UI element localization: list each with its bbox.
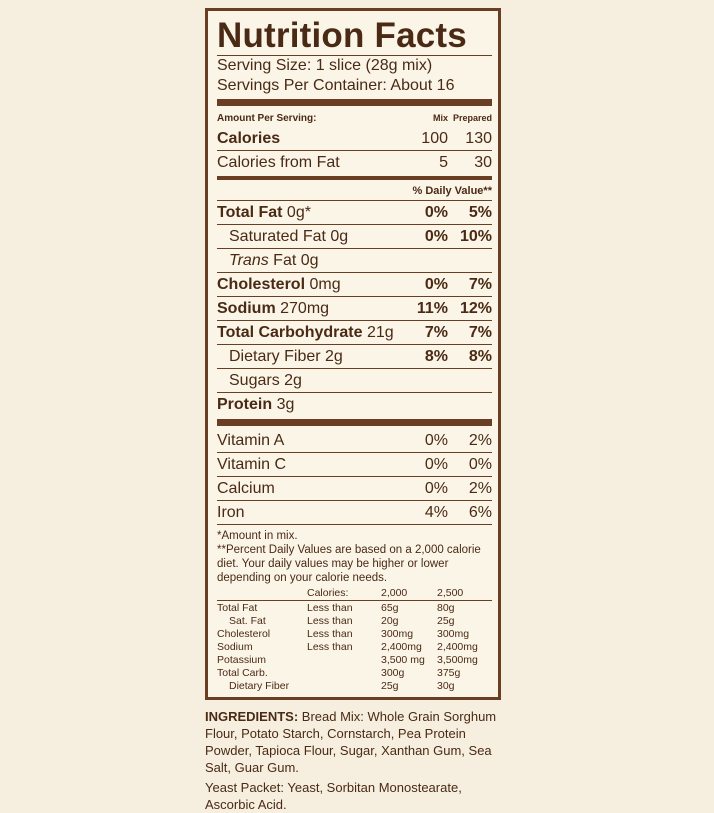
amount-header [217, 109, 492, 127]
vitamin-prepared: 2% [468, 479, 492, 497]
nutrient-mix: 11% [416, 299, 448, 317]
nutrient-row [217, 368, 492, 392]
vitamin-row [217, 500, 492, 524]
dv-cell: 300mg [381, 628, 414, 640]
amount-per-serving: Amount Per Serving: [217, 112, 317, 124]
dv-cell: Potassium [217, 654, 267, 666]
nutrient-mix: 7% [424, 323, 448, 341]
vitamin-mix: 0% [424, 455, 448, 473]
nutrient-label: Sodium [217, 299, 276, 317]
nutrient-mix: 8% [424, 347, 448, 365]
nutrient-row [217, 224, 492, 248]
dv-cell: Cholesterol [217, 628, 271, 640]
servings-per-container: Servings Per Container: About 16 [217, 77, 455, 94]
vitamin-mix: 0% [424, 479, 448, 497]
nutrient-amount: 0g* [282, 203, 311, 221]
dv-cell: Less than [307, 615, 353, 627]
vitamin-prepared: 6% [468, 503, 492, 521]
vitamin-label: Vitamin C [217, 455, 287, 473]
vitamin-label: Calcium [217, 479, 275, 497]
nutrient-row [217, 392, 492, 416]
nutrient-prepared: 5% [468, 203, 492, 221]
nutrient-label: Saturated Fat 0g [229, 227, 349, 245]
vitamin-row [217, 429, 492, 452]
dv-cell: 3,500mg [437, 654, 478, 666]
vitamin-label: Iron [217, 503, 245, 521]
dv-cell: 80g [437, 601, 492, 616]
nutrient-mix: 0% [424, 227, 448, 245]
nutrient-amount: 3g [272, 395, 295, 413]
nutrient-prepared: 10% [459, 227, 492, 245]
ingredients-block [205, 708, 510, 813]
calories-mix: 100 [421, 129, 448, 147]
ingredients-label: INGREDIENTS: [205, 709, 299, 724]
ingredients-paragraph [205, 708, 510, 776]
nutrient-label: Total Carbohydrate [217, 323, 363, 341]
nutrient-prepared: 7% [468, 323, 492, 341]
dv-cell: Less than [307, 641, 353, 653]
nutrient-row [217, 320, 492, 344]
dv-cell: 2,400mg [381, 641, 422, 653]
dv-cell: Less than [307, 601, 381, 616]
nutrient-row [217, 296, 492, 320]
dv-cell [307, 667, 381, 680]
nutrient-row [217, 200, 492, 224]
nutrient-row [217, 272, 492, 296]
dv-header-cell: Calories: [307, 587, 349, 599]
nutrition-facts-panel [205, 8, 501, 700]
calories-fat-prepared: 30 [474, 153, 492, 171]
vitamin-row [217, 476, 492, 500]
dv-cell: Total Fat [217, 601, 307, 616]
nutrient-label: Cholesterol [217, 275, 306, 293]
calories-label: Calories [217, 129, 281, 147]
nutrient-row [217, 344, 492, 368]
dv-cell: Total Carb. [217, 667, 268, 679]
serving-size: Serving Size: 1 slice (28g mix) [217, 57, 433, 74]
panel-title: Nutrition Facts [217, 16, 467, 55]
calories-fat-mix: 5 [439, 153, 448, 171]
nutrient-italic: Trans [229, 251, 269, 269]
daily-value-table [217, 587, 492, 693]
dv-cell: Less than [307, 628, 353, 640]
dv-cell: Sodium [217, 641, 253, 653]
calories-fat-label: Calories from Fat [217, 153, 340, 171]
footnote-amount: *Amount in mix. [217, 530, 298, 542]
vitamin-prepared: 2% [468, 431, 492, 449]
dv-cell: 3,500 mg [381, 654, 425, 666]
nutrient-label: Total Fat [217, 203, 283, 221]
nutrient-prepared: 12% [459, 299, 492, 317]
nutrient-label: Dietary Fiber 2g [229, 347, 343, 365]
dv-cell: 20g [381, 615, 399, 627]
nutrient-amount: 21g [362, 323, 394, 341]
yeast-packet: Yeast Packet: Yeast, Sorbitan Monostearate, Ascorbic Acid. [205, 780, 462, 812]
nutrient-mix: 0% [424, 275, 448, 293]
nutrient-prepared: 7% [468, 275, 492, 293]
nutrient-label: Protein [217, 395, 273, 413]
vitamin-prepared: 0% [468, 455, 492, 473]
dv-cell [307, 680, 381, 693]
col-mix: Mix [432, 113, 448, 123]
nutrient-amount: 270mg [275, 299, 330, 317]
nutrient-amount: 0mg [305, 275, 341, 293]
dv-cell: 375g [437, 667, 461, 679]
dv-cell: 30g [437, 680, 455, 692]
nutrient-row [217, 248, 492, 272]
dv-cell: Sat. Fat [229, 615, 266, 627]
dv-cell: 65g [381, 601, 437, 616]
dv-cell [307, 654, 381, 667]
calories-fat-row [217, 150, 492, 174]
dv-cell: Dietary Fiber [229, 680, 290, 692]
dv-cell: 300mg [437, 628, 470, 640]
vitamin-mix: 4% [424, 503, 448, 521]
vitamin-row [217, 452, 492, 476]
calories-row [217, 127, 492, 150]
dv-cell: 25g [381, 680, 399, 692]
dv-cell: 2,400mg [437, 641, 478, 653]
footnote-daily-values: **Percent Daily Values are based on a 2,000 calorie diet. Your daily values may be higher or lower depending on your calorie needs. [217, 544, 481, 584]
nutrient-label: Fat 0g [268, 251, 319, 269]
dv-header-cell: 2,000 [381, 587, 408, 599]
dv-cell: 300g [381, 667, 405, 679]
daily-value-header: % Daily Value** [412, 185, 492, 197]
dv-header-cell [217, 587, 307, 601]
ingredients-text: Bread Mix: Whole Grain Sorghum Flour, Potato Starch, Cornstarch, Pea Protein Powder, Tapioca Flour, Sugar, Xanthan Gum, Sea Salt, Guar Gum. [205, 709, 497, 775]
vitamin-label: Vitamin A [217, 431, 285, 449]
nutrient-prepared: 8% [468, 347, 492, 365]
nutrient-label: Sugars 2g [229, 371, 302, 389]
dv-cell: 25g [437, 615, 455, 627]
dv-header-cell: 2,500 [437, 587, 464, 599]
vitamin-mix: 0% [424, 431, 448, 449]
col-prepared: Prepared [452, 113, 492, 123]
calories-prepared: 130 [465, 129, 492, 147]
nutrient-mix: 0% [424, 203, 448, 221]
